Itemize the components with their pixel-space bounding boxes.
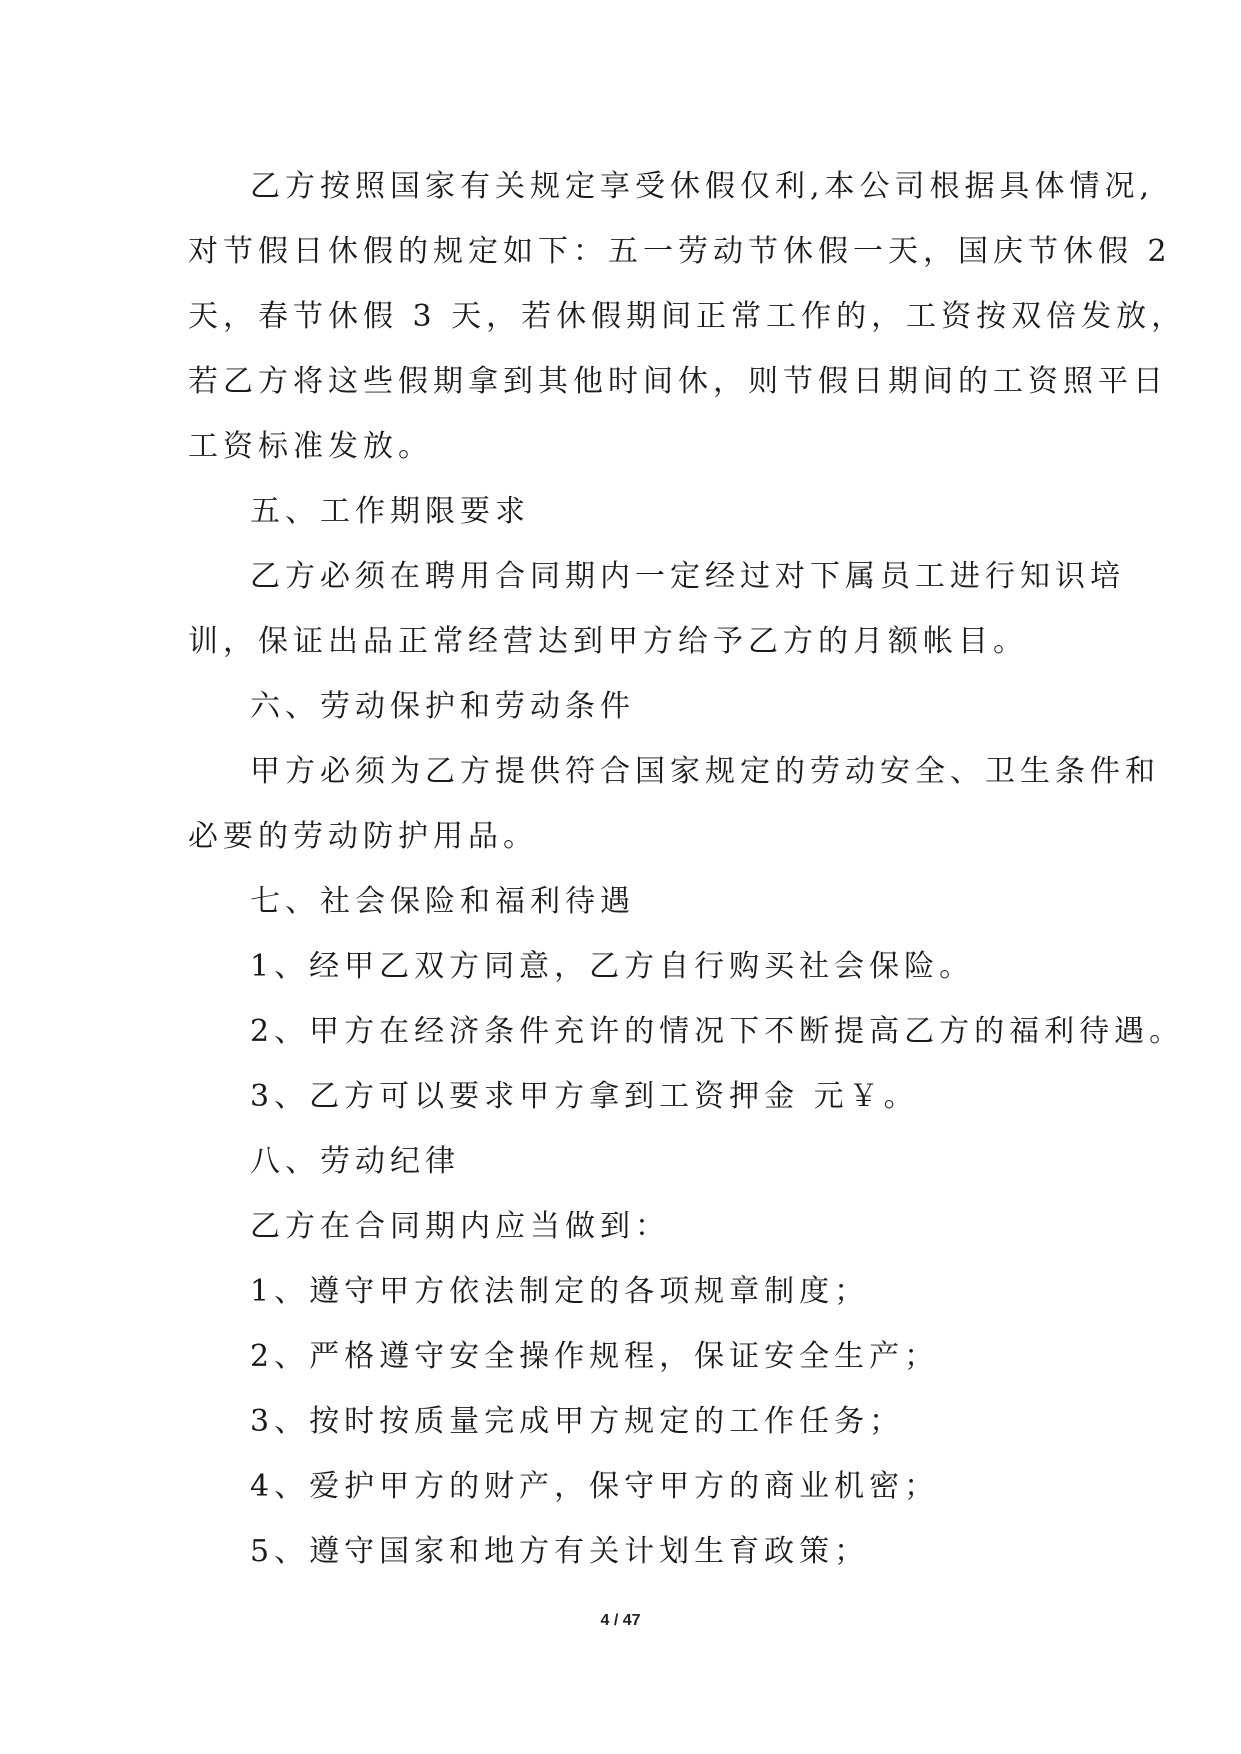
paragraph-line: 必要的劳动防护用品。 bbox=[188, 819, 538, 854]
list-item: 3、乙方可以要求甲方拿到工资押金 元￥。 bbox=[250, 1079, 919, 1114]
paragraph-line: 乙方必须在聘用合同期内一定经过对下属员工进行知识培 bbox=[250, 559, 1125, 594]
paragraph-line: 训，保证出品正常经营达到甲方给予乙方的月额帐目。 bbox=[188, 624, 1028, 659]
document-body bbox=[188, 160, 1187, 1590]
paragraph-line: 天，春节休假 3 天，若休假期间正常工作的，工资按双倍发放， bbox=[188, 299, 1187, 334]
section-heading: 七、社会保险和福利待遇 bbox=[250, 884, 635, 919]
section-heading: 六、劳动保护和劳动条件 bbox=[250, 689, 635, 724]
list-item: 5、遵守国家和地方有关计划生育政策； bbox=[250, 1534, 870, 1569]
section-heading: 八、劳动纪律 bbox=[250, 1144, 460, 1179]
paragraph-line: 若乙方将这些假期拿到其他时间休，则节假日期间的工资照平日 bbox=[188, 364, 1168, 399]
list-item: 4、爱护甲方的财产，保守甲方的商业机密； bbox=[250, 1469, 940, 1504]
list-item: 2、甲方在经济条件充许的情况下不断提高乙方的福利待遇。 bbox=[250, 1014, 1185, 1049]
paragraph-line: 甲方必须为乙方提供符合国家规定的劳动安全、卫生条件和 bbox=[250, 754, 1160, 789]
paragraph-line: 工资标准发放。 bbox=[188, 429, 433, 464]
paragraph-line: 对节假日休假的规定如下：五一劳动节休假一天，国庆节休假 2 bbox=[188, 234, 1172, 269]
page-number: 4 / 47 bbox=[600, 1612, 641, 1629]
list-item: 3、按时按质量完成甲方规定的工作任务； bbox=[250, 1404, 905, 1439]
list-item: 1、经甲乙双方同意，乙方自行购买社会保险。 bbox=[250, 949, 975, 984]
paragraph-line: 乙方按照国家有关规定享受休假仅利,本公司根据具体情况, bbox=[250, 169, 1155, 204]
list-item: 1、遵守甲方依法制定的各项规章制度； bbox=[250, 1274, 870, 1309]
paragraph-line: 乙方在合同期内应当做到： bbox=[250, 1209, 670, 1244]
list-item: 2、严格遵守安全操作规程，保证安全生产； bbox=[250, 1339, 940, 1374]
section-heading: 五、工作期限要求 bbox=[250, 494, 530, 529]
